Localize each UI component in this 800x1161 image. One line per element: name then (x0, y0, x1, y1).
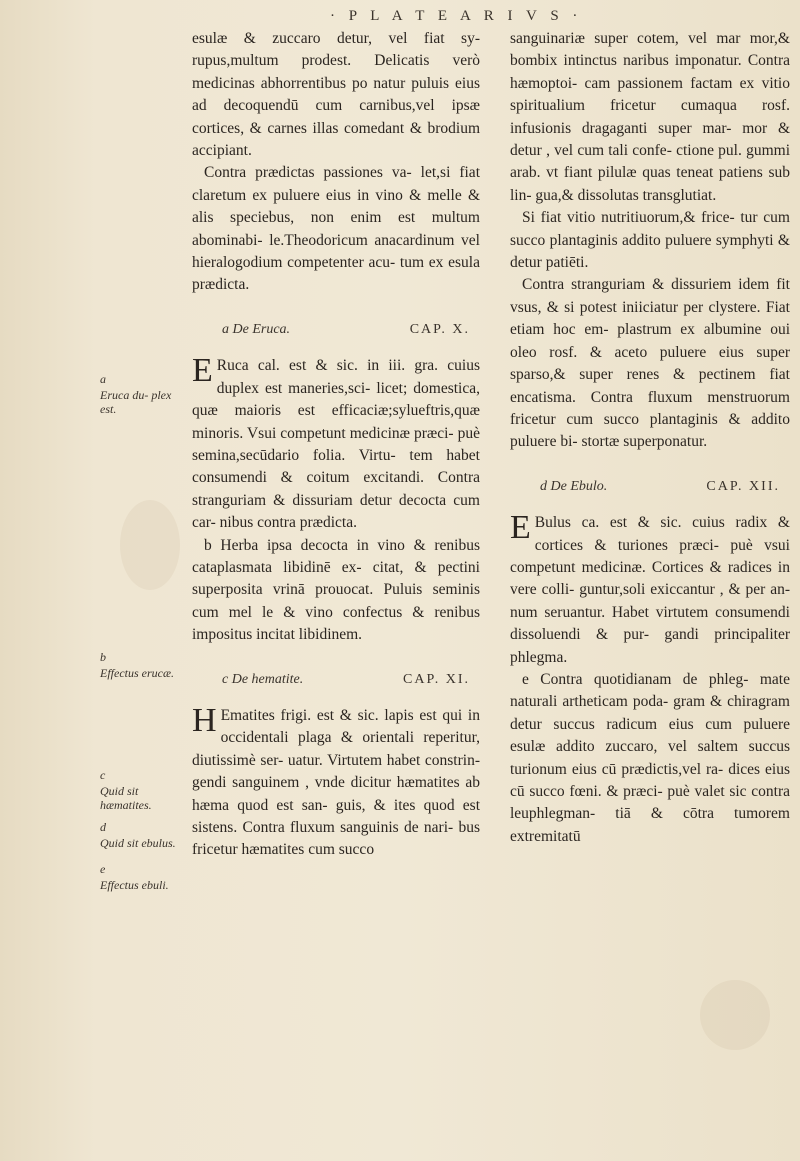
chapter-heading-xi (222, 669, 470, 691)
margin-text: Effectus ebuli. (100, 878, 169, 892)
margin-marker: d (100, 820, 106, 834)
margin-note-d (100, 820, 190, 850)
margin-marker: a (100, 372, 106, 386)
paragraph: esulæ & zuccaro detur, vel fiat sy- rupus,multum prodest. Delicatis verò medicinas abhorrentibus po natur puluis eius ad decoquendū cum carnibus,vel ipsæ cortices, & carnes illas comedant & brodium accipiant. (192, 30, 480, 160)
margin-marker: c (100, 768, 106, 782)
paragraph: HEmatites frigi. est & sic. lapis est qui in occidentali plaga & orientali reperitur, diutissimè ser- uatur. Virtutem habet constrin- gendi sanguinem , vnde dicitur hæmatites ab hæma quod est san- guis, & ites quod est sistens. Contra fluxum sanguinis de nari- bus fricetur hæmatites cum succo (192, 701, 480, 859)
paragraph: Contra stranguriam & dissuriem idem fit vsus, & si potest iniiciatur per clystere. Fiat etiam hoc em- plastrum ex albumine oui oleo rosf. & aceto puluere eius super sparso,& super renes & pectinem fiat encatisma. Contra fluxum menstruorum fricetur cum succo plantaginis & addito puluere bi- stortæ superponatur. (510, 276, 790, 451)
margin-text: Effectus erucæ. (100, 666, 174, 680)
margin-text: Eruca du- plex est. (100, 388, 172, 416)
margin-note-c (100, 768, 190, 812)
chapter-number: CAP. XI. (403, 671, 470, 687)
chapter-number: CAP. X. (409, 321, 470, 337)
paper-stain (120, 500, 180, 590)
chapter-title: c De hematite. (222, 671, 304, 687)
chapter-title: d De Ebulo. (540, 478, 608, 494)
paragraph: Si fiat vitio nutritiuorum,& frice- tur cum succo plantaginis addito puluere symphyti & detur patiēti. (510, 209, 790, 272)
margin-note-b (100, 650, 190, 680)
running-title: · P L A T E A R I V S · (330, 8, 583, 24)
margin-note-a (100, 372, 190, 416)
paragraph: sanguinariæ super cotem, vel mar mor,& bombix intinctus naribus imponatur. Contra hæmoptoi- cam passionem factam ex vitio spiritualium fricetur cumaqua rosf. infusionis dragaganti super mar- mor & detur , vel cum tali confe- ctione pul. gummi arab. vt fiant pilulæ quas teneat patiens sub lin- gua,& dissolutas transglutiat. (510, 30, 790, 204)
chapter-number: CAP. XII. (706, 478, 780, 494)
margin-marker: b (100, 650, 106, 664)
margin-marker: e (100, 862, 106, 876)
paragraph: Contra prædictas passiones va- let,si fiat claretum ex puluere eius in vino & melle & alis speciebus, non enim est multum abominabi- le.Theodoricum anacardinum vel hieralogodium competenter acu- tum ex esula prædicta. (192, 164, 480, 294)
paragraph: ERuca cal. est & sic. in iii. gra. cuius duplex est maneries,sci- licet; domestica, quæ maioris est efficaciæ;sylueftris,quæ minoris. Vsui competunt medicinæ præci- puè semina,secūdario folia. Virtu- tem habet consumendi & coitum excitandi. Contra stranguriam & dissuriam detur decocta cum car- nibus contra prædicta. (192, 352, 480, 532)
paragraph: EBulus ca. est & sic. cuius radix & cortices & turiones præci- puè vsui competunt medicinæ. Cortices & radices in vere colli- guntur,soli exiccantur , & per an- num seruantur. Habet virtutem consumendi dissoluendi & pur- gandi principaliter phlegma. (510, 509, 790, 666)
chapter-heading-xii (540, 476, 780, 498)
margin-text: Quid sit ebulus. (100, 836, 176, 850)
margin-text: Quid sit hæmatites. (100, 784, 152, 812)
chapter-title: a De Eruca. (222, 321, 291, 337)
paper-stain (700, 980, 770, 1050)
right-column (510, 28, 790, 848)
paragraph: b Herba ipsa decocta in vino & renibus cataplasmata libidinē ex- citat, & pectini superposita vrinā prouocat. Puluis seminis cum mel le & vino confectus & renibus impositus incitat libidinem. (192, 536, 480, 644)
left-column (192, 28, 480, 862)
margin-note-e (100, 862, 190, 892)
paragraph: e Contra quotidianam de phleg- mate naturali artheticam poda- gram & chiragram detur succus radicum eius cum puluere esulæ addito zuccaro, vel saltem succus turionum eius cū prædictis,vel ra- dices eius cū succo fœni. & præci- puè valet sic contra leuphlegman- tiā & cōtra tumorem extremitatū (510, 670, 790, 845)
chapter-heading-x (222, 319, 470, 341)
